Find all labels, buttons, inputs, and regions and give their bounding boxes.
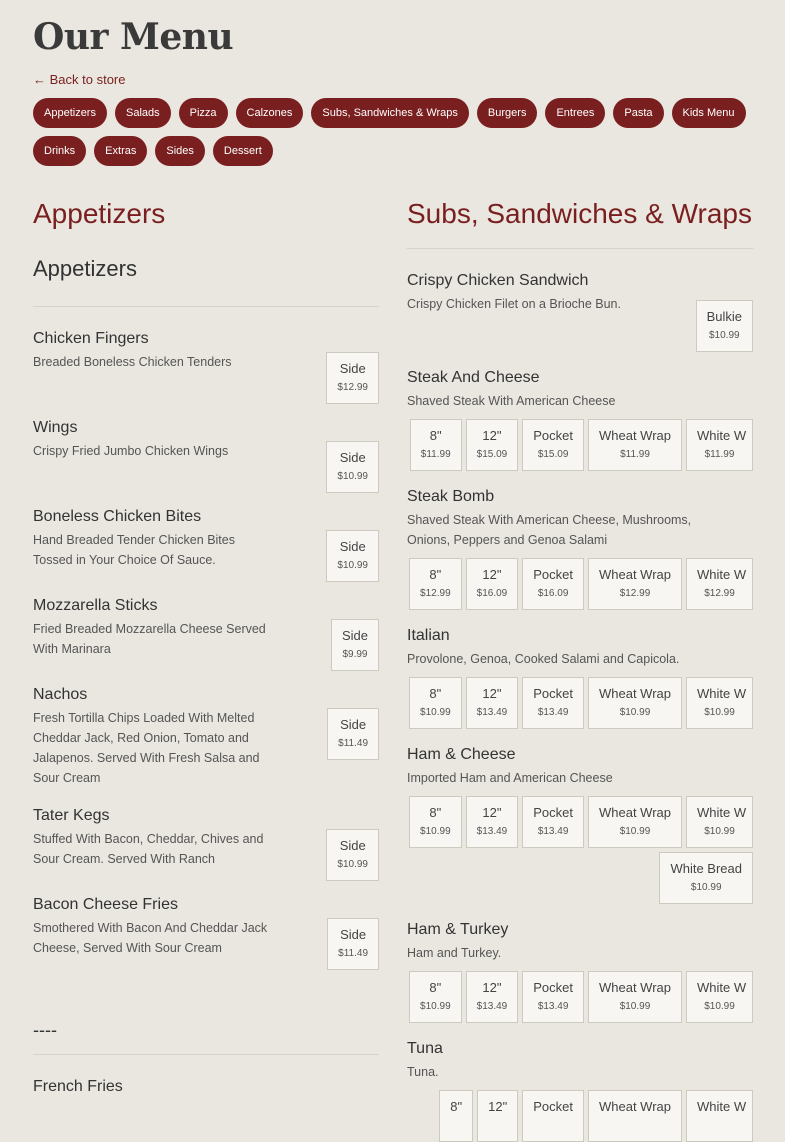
menu-item-description: Fresh Tortilla Chips Loaded With Melted Cheddar Jack, Red Onion, Tomato and Jalapenos. Served With Fresh Salsa and Sour Cream	[33, 711, 260, 785]
price-options	[407, 1090, 753, 1142]
price-option-price: $15.09	[476, 449, 508, 460]
price-option[interactable]	[409, 796, 462, 848]
price-option-price: $13.49	[537, 1001, 569, 1012]
price-option-size: 12"	[488, 1099, 508, 1114]
subs-column	[407, 196, 753, 1142]
category-nav	[33, 98, 753, 166]
menu-item-name: Ham & Cheese	[407, 746, 516, 763]
price-option-price: $11.49	[338, 738, 368, 749]
menu-item-description: Shaved Steak With American Cheese, Mushrooms, Onions, Peppers and Genoa Salami	[407, 513, 692, 547]
price-option-size: Side	[341, 628, 368, 643]
price-option-size: Side	[339, 361, 366, 376]
menu-item[interactable]	[407, 1039, 753, 1142]
price-option-price: $10.99	[708, 330, 740, 341]
group-separator: ----	[33, 1020, 57, 1040]
price-option-size: Wheat Wrap	[598, 980, 671, 995]
price-option-size: Pocket	[533, 428, 573, 443]
price-option[interactable]	[327, 918, 379, 970]
page-title: Our Menu	[33, 16, 234, 58]
price-option-price: $10.99	[704, 707, 735, 718]
menu-item-description: Smothered With Bacon And Cheddar Jack Cheese, Served With Sour Cream	[33, 921, 268, 955]
price-option-price: $15.09	[537, 449, 569, 460]
price-option[interactable]	[522, 796, 584, 848]
price-option-size: 8"	[429, 805, 442, 820]
menu-item-description: Breaded Boneless Chicken Tenders	[33, 355, 232, 369]
menu-item-name: Bacon Cheese Fries	[33, 896, 178, 913]
price-option-size: Bulkie	[706, 309, 742, 324]
price-option[interactable]	[409, 971, 462, 1023]
price-option-price: $10.99	[704, 826, 735, 837]
category-pill[interactable]: Kids Menu	[672, 98, 746, 128]
price-option[interactable]	[466, 677, 519, 729]
price-option-size: Pocket	[533, 1099, 573, 1114]
price-option-price: $11.99	[704, 449, 735, 460]
price-option[interactable]	[410, 419, 462, 471]
price-option[interactable]	[331, 619, 379, 671]
price-option-price: $11.99	[420, 449, 451, 460]
menu-item-description: Crispy Fried Jumbo Chicken Wings	[33, 444, 229, 458]
menu-item-name: Italian	[407, 627, 450, 644]
price-option[interactable]	[326, 829, 379, 881]
price-option-price: $9.99	[342, 649, 368, 660]
price-options	[331, 619, 379, 671]
price-option[interactable]	[466, 971, 519, 1023]
price-option-size: 12"	[482, 980, 502, 995]
price-option-size: 12"	[482, 428, 502, 443]
price-option[interactable]	[686, 1090, 753, 1142]
menu-item[interactable]	[407, 487, 753, 610]
category-pill[interactable]: Drinks	[33, 136, 86, 166]
menu-item[interactable]	[407, 271, 753, 352]
price-option-price: $11.99	[620, 449, 650, 460]
price-option[interactable]	[522, 1090, 584, 1142]
section-title-appetizers: Appetizers	[33, 198, 166, 229]
price-option-price: $10.99	[619, 826, 651, 837]
category-pill[interactable]: Salads	[115, 98, 171, 128]
menu-item-description: Stuffed With Bacon, Cheddar, Chives and Sour Cream. Served With Ranch	[33, 832, 264, 866]
menu-item-name: Mozzarella Sticks	[33, 597, 158, 614]
price-option[interactable]	[686, 419, 753, 471]
divider	[33, 306, 379, 307]
price-option-size: White Bread	[670, 861, 742, 876]
price-option-price: $13.49	[537, 707, 569, 718]
price-option-size: Wheat Wrap	[598, 1099, 671, 1114]
price-option-price: $10.99	[619, 707, 651, 718]
price-option[interactable]	[522, 419, 584, 471]
price-option-size: White W	[697, 567, 747, 582]
menu-item-name: Wings	[33, 419, 78, 436]
price-options	[407, 971, 753, 1023]
price-option[interactable]	[326, 530, 379, 582]
category-pill[interactable]: Extras	[94, 136, 147, 166]
price-options	[407, 796, 753, 904]
price-option-price: $13.49	[476, 1001, 508, 1012]
price-option-size: 8"	[429, 686, 442, 701]
price-option[interactable]	[326, 441, 379, 493]
menu-item[interactable]	[33, 895, 379, 962]
price-option-size: White W	[697, 980, 747, 995]
price-option-price: $12.99	[619, 588, 651, 599]
price-option-size: Side	[339, 838, 366, 853]
price-option[interactable]	[686, 677, 753, 729]
price-option-size: 8"	[429, 567, 442, 582]
price-option[interactable]	[522, 558, 584, 610]
price-option-size: Pocket	[533, 980, 573, 995]
menu-item[interactable]	[33, 596, 379, 663]
menu-item-name: Crispy Chicken Sandwich	[407, 272, 589, 289]
price-option-price: $13.49	[476, 707, 508, 718]
price-options	[407, 558, 753, 610]
price-option-size: Side	[340, 717, 367, 732]
price-option-size: 12"	[482, 567, 502, 582]
menu-item-name: Steak And Cheese	[407, 369, 540, 386]
menu-item[interactable]	[33, 1077, 379, 1097]
price-option-size: Wheat Wrap	[598, 428, 671, 443]
price-options	[327, 918, 379, 970]
menu-item-name: Tater Kegs	[33, 807, 110, 824]
price-option-price: $12.99	[337, 382, 368, 393]
price-options	[407, 677, 753, 729]
price-option[interactable]	[588, 971, 682, 1023]
price-options	[326, 530, 379, 582]
price-option-size: Side	[339, 539, 366, 554]
price-option-price: $10.99	[420, 826, 451, 837]
menu-item[interactable]	[33, 418, 379, 485]
price-option[interactable]	[686, 796, 753, 848]
section-title-subs: Subs, Sandwiches & Wraps	[407, 198, 752, 229]
price-option-size: White W	[697, 805, 747, 820]
price-option[interactable]	[409, 558, 462, 610]
price-option-size: Pocket	[533, 686, 573, 701]
price-option-size: 8"	[429, 980, 442, 995]
category-pill[interactable]: Calzones	[236, 98, 304, 128]
menu-item-description: Hand Breaded Tender Chicken Bites Tossed in Your Choice Of Sauce.	[33, 533, 235, 567]
price-option[interactable]	[588, 558, 682, 610]
price-option[interactable]	[588, 419, 682, 471]
menu-item-name: Ham & Turkey	[407, 921, 509, 938]
menu-item-description: Shaved Steak With American Cheese	[407, 394, 616, 408]
category-pill[interactable]: Dessert	[213, 136, 273, 166]
menu-item[interactable]	[407, 920, 753, 1023]
price-option-size: White W	[697, 428, 747, 443]
price-option-price: $10.99	[619, 1001, 651, 1012]
menu-item-name: Tuna	[407, 1040, 443, 1057]
price-option[interactable]	[588, 796, 682, 848]
price-option-price: $10.99	[420, 707, 451, 718]
price-option-size: 8"	[429, 428, 442, 443]
menu-item[interactable]	[407, 626, 753, 729]
price-options	[407, 419, 753, 471]
price-option[interactable]	[659, 852, 753, 904]
price-option[interactable]	[696, 300, 753, 352]
price-option-price: $10.99	[337, 471, 368, 482]
price-option-price: $16.09	[476, 588, 508, 599]
price-option-size: White W	[697, 686, 747, 701]
price-option-size: Pocket	[533, 567, 573, 582]
price-option[interactable]	[409, 677, 462, 729]
price-option-size: Side	[339, 450, 366, 465]
price-option[interactable]	[326, 352, 379, 404]
price-option[interactable]	[686, 558, 753, 610]
price-option-price: $12.99	[704, 588, 735, 599]
price-option-size: Pocket	[533, 805, 573, 820]
price-option[interactable]	[466, 558, 519, 610]
menu-item[interactable]	[33, 329, 379, 396]
price-option[interactable]	[522, 677, 584, 729]
category-pill[interactable]: Subs, Sandwiches & Wraps	[311, 98, 469, 128]
price-option-size: Wheat Wrap	[598, 567, 671, 582]
price-option[interactable]	[466, 419, 519, 471]
price-option[interactable]	[327, 708, 379, 760]
price-option-size: 8"	[450, 1099, 463, 1114]
menu-item-description: Provolone, Genoa, Cooked Salami and Capicola.	[407, 652, 680, 666]
price-option-price: $13.49	[476, 826, 508, 837]
price-option[interactable]	[588, 1090, 682, 1142]
price-option[interactable]	[477, 1090, 518, 1142]
price-option-size: 12"	[482, 805, 502, 820]
category-pill[interactable]: Appetizers	[33, 98, 107, 128]
subsection-title-appetizers: Appetizers	[33, 256, 137, 281]
appetizers-column	[33, 196, 379, 1097]
menu-item-name: French Fries	[33, 1078, 123, 1095]
price-option-size: Wheat Wrap	[598, 686, 671, 701]
category-pill[interactable]: Burgers	[477, 98, 538, 128]
price-option-price: $16.09	[537, 588, 569, 599]
price-option[interactable]	[522, 971, 584, 1023]
menu-item-description: Imported Ham and American Cheese	[407, 771, 613, 785]
back-to-store-link[interactable]: ← Back to store	[33, 72, 126, 87]
category-pill[interactable]: Sides	[155, 136, 205, 166]
menu-item-description: Tuna.	[407, 1065, 439, 1079]
price-options	[326, 352, 379, 404]
price-option-price: $10.99	[704, 1001, 735, 1012]
divider	[33, 1054, 379, 1055]
menu-item[interactable]	[407, 745, 753, 904]
menu-item[interactable]	[33, 685, 379, 788]
price-option-price: $13.49	[537, 826, 569, 837]
menu-item-name: Boneless Chicken Bites	[33, 508, 202, 525]
price-option-price: $10.99	[690, 882, 722, 893]
price-option-price: $10.99	[337, 859, 368, 870]
price-option-size: Side	[340, 927, 367, 942]
price-option-price: $10.99	[420, 1001, 451, 1012]
menu-item-description: Crispy Chicken Filet on a Brioche Bun.	[407, 297, 621, 311]
price-option-price: $12.99	[420, 588, 451, 599]
menu-item-description: Fried Breaded Mozzarella Cheese Served With Marinara	[33, 622, 266, 656]
menu-item[interactable]	[407, 368, 753, 471]
price-option[interactable]	[686, 971, 753, 1023]
category-pill[interactable]: Entrees	[545, 98, 605, 128]
divider	[407, 248, 753, 249]
menu-item-name: Nachos	[33, 686, 88, 703]
menu-item[interactable]	[33, 806, 379, 873]
price-option-size: White W	[697, 1099, 747, 1114]
price-options	[326, 829, 379, 881]
price-option-price: $10.99	[337, 560, 368, 571]
price-option[interactable]	[466, 796, 519, 848]
menu-item[interactable]	[33, 507, 379, 574]
price-option-price: $11.49	[338, 948, 368, 959]
price-option[interactable]	[588, 677, 682, 729]
menu-item-name: Chicken Fingers	[33, 330, 149, 347]
category-pill[interactable]: Pizza	[179, 98, 228, 128]
price-options	[327, 708, 379, 760]
price-option-size: 12"	[482, 686, 502, 701]
price-options	[326, 441, 379, 493]
menu-item-description: Ham and Turkey.	[407, 946, 502, 960]
category-pill[interactable]: Pasta	[613, 98, 663, 128]
price-option-size: Wheat Wrap	[598, 805, 671, 820]
menu-item-name: Steak Bomb	[407, 488, 495, 505]
price-option[interactable]	[439, 1090, 473, 1142]
